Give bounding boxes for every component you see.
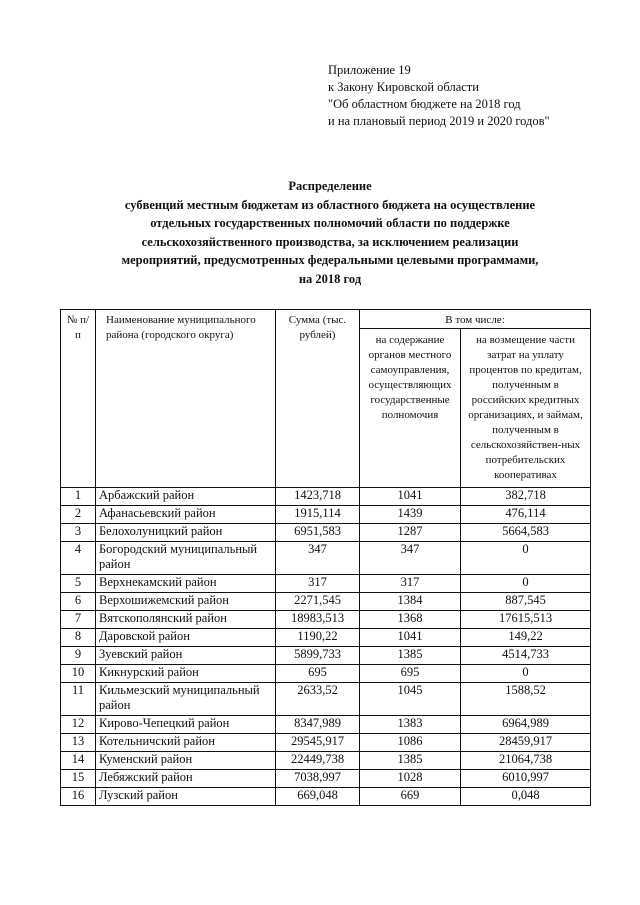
interest-amount-cell: 5664,583 bbox=[461, 524, 591, 542]
admin-amount-cell: 695 bbox=[360, 665, 461, 683]
total-sum-cell: 695 bbox=[276, 665, 360, 683]
total-sum-cell: 669,048 bbox=[276, 788, 360, 806]
row-number-cell: 7 bbox=[61, 611, 96, 629]
table-row bbox=[61, 716, 591, 734]
district-name-cell: Верхнекамский район bbox=[96, 575, 276, 593]
row-number-cell: 5 bbox=[61, 575, 96, 593]
interest-amount-cell: 887,545 bbox=[461, 593, 591, 611]
interest-amount-cell: 21064,738 bbox=[461, 752, 591, 770]
header-including: В том числе: bbox=[360, 310, 591, 329]
total-sum-cell: 8347,989 bbox=[276, 716, 360, 734]
interest-amount-cell: 149,22 bbox=[461, 629, 591, 647]
admin-amount-cell: 1385 bbox=[360, 647, 461, 665]
total-sum-cell: 29545,917 bbox=[276, 734, 360, 752]
row-number-cell: 8 bbox=[61, 629, 96, 647]
admin-amount-cell: 1041 bbox=[360, 488, 461, 506]
title-line: отдельных государственных полномочий области по поддержке bbox=[150, 216, 510, 231]
table-row bbox=[61, 752, 591, 770]
title-line: сельскохозяйственного производства, за исключением реализации bbox=[141, 234, 519, 249]
interest-amount-cell: 382,718 bbox=[461, 488, 591, 506]
total-sum-cell: 7038,997 bbox=[276, 770, 360, 788]
row-number-cell: 15 bbox=[61, 770, 96, 788]
total-sum-cell: 22449,738 bbox=[276, 752, 360, 770]
table-row bbox=[61, 488, 591, 506]
table-row bbox=[61, 665, 591, 683]
admin-amount-cell: 1028 bbox=[360, 770, 461, 788]
row-number-cell: 14 bbox=[61, 752, 96, 770]
header-sum: Сумма (тыс. рублей) bbox=[276, 310, 360, 488]
table-row bbox=[61, 770, 591, 788]
total-sum-cell: 347 bbox=[276, 542, 360, 575]
district-name-cell: Кильмезский муниципальный район bbox=[96, 683, 276, 716]
interest-amount-cell: 6964,989 bbox=[461, 716, 591, 734]
interest-amount-cell: 0 bbox=[461, 575, 591, 593]
table-row bbox=[61, 647, 591, 665]
interest-amount-cell: 28459,917 bbox=[461, 734, 591, 752]
admin-amount-cell: 1287 bbox=[360, 524, 461, 542]
title-line: мероприятий, предусмотренных федеральными целевыми программами, bbox=[121, 253, 539, 268]
appendix-line: к Закону Кировской области bbox=[328, 80, 479, 94]
total-sum-cell: 6951,583 bbox=[276, 524, 360, 542]
header-num: № п/п bbox=[61, 310, 96, 488]
row-number-cell: 16 bbox=[61, 788, 96, 806]
district-name-cell: Зуевский район bbox=[96, 647, 276, 665]
district-name-cell: Кирово-Чепецкий район bbox=[96, 716, 276, 734]
interest-amount-cell: 4514,733 bbox=[461, 647, 591, 665]
row-number-cell: 6 bbox=[61, 593, 96, 611]
appendix-heading bbox=[328, 62, 550, 130]
district-name-cell: Афанасьевский район bbox=[96, 506, 276, 524]
admin-amount-cell: 347 bbox=[360, 542, 461, 575]
table-row bbox=[61, 734, 591, 752]
district-name-cell: Вятскополянский район bbox=[96, 611, 276, 629]
title-line: Распределение bbox=[288, 179, 372, 193]
subvention-table bbox=[60, 309, 591, 806]
table-row bbox=[61, 683, 591, 716]
row-number-cell: 1 bbox=[61, 488, 96, 506]
admin-amount-cell: 669 bbox=[360, 788, 461, 806]
table-row bbox=[61, 575, 591, 593]
row-number-cell: 11 bbox=[61, 683, 96, 716]
table-row bbox=[61, 788, 591, 806]
table-row bbox=[61, 593, 591, 611]
admin-amount-cell: 317 bbox=[360, 575, 461, 593]
appendix-line: "Об областном бюджете на 2018 год bbox=[328, 97, 521, 111]
row-number-cell: 2 bbox=[61, 506, 96, 524]
table-row bbox=[61, 506, 591, 524]
district-name-cell: Даровской район bbox=[96, 629, 276, 647]
total-sum-cell: 18983,513 bbox=[276, 611, 360, 629]
interest-amount-cell: 6010,997 bbox=[461, 770, 591, 788]
row-number-cell: 13 bbox=[61, 734, 96, 752]
total-sum-cell: 5899,733 bbox=[276, 647, 360, 665]
total-sum-cell: 2271,545 bbox=[276, 593, 360, 611]
admin-amount-cell: 1045 bbox=[360, 683, 461, 716]
district-name-cell: Богородский муниципальный район bbox=[96, 542, 276, 575]
total-sum-cell: 1190,22 bbox=[276, 629, 360, 647]
district-name-cell: Белохолуницкий район bbox=[96, 524, 276, 542]
appendix-line: и на плановый период 2019 и 2020 годов" bbox=[328, 114, 550, 128]
table-row bbox=[61, 629, 591, 647]
admin-amount-cell: 1385 bbox=[360, 752, 461, 770]
admin-amount-cell: 1384 bbox=[360, 593, 461, 611]
interest-amount-cell: 1588,52 bbox=[461, 683, 591, 716]
district-name-cell: Арбажский район bbox=[96, 488, 276, 506]
total-sum-cell: 317 bbox=[276, 575, 360, 593]
total-sum-cell: 1423,718 bbox=[276, 488, 360, 506]
interest-amount-cell: 17615,513 bbox=[461, 611, 591, 629]
interest-amount-cell: 0,048 bbox=[461, 788, 591, 806]
admin-amount-cell: 1041 bbox=[360, 629, 461, 647]
admin-amount-cell: 1368 bbox=[360, 611, 461, 629]
table-row bbox=[61, 542, 591, 575]
admin-amount-cell: 1086 bbox=[360, 734, 461, 752]
interest-amount-cell: 476,114 bbox=[461, 506, 591, 524]
appendix-line: Приложение 19 bbox=[328, 63, 411, 77]
row-number-cell: 10 bbox=[61, 665, 96, 683]
interest-amount-cell: 0 bbox=[461, 665, 591, 683]
district-name-cell: Лебяжский район bbox=[96, 770, 276, 788]
header-col-a: на содержание органов местного самоуправления, осуществляющих государственные полномочия bbox=[360, 329, 461, 488]
admin-amount-cell: 1383 bbox=[360, 716, 461, 734]
row-number-cell: 12 bbox=[61, 716, 96, 734]
total-sum-cell: 1915,114 bbox=[276, 506, 360, 524]
interest-amount-cell: 0 bbox=[461, 542, 591, 575]
row-number-cell: 3 bbox=[61, 524, 96, 542]
table-row bbox=[61, 611, 591, 629]
table-row bbox=[61, 524, 591, 542]
document-title bbox=[60, 177, 600, 289]
district-name-cell: Лузский район bbox=[96, 788, 276, 806]
row-number-cell: 9 bbox=[61, 647, 96, 665]
header-col-b: на возмещение части затрат на уплату процентов по кредитам, полученным в российских кредитных организациях, и займам, полученным в сельскохозяйствен-ных потребительских кооперативах bbox=[461, 329, 591, 488]
district-name-cell: Котельничский район bbox=[96, 734, 276, 752]
district-name-cell: Кикнурский район bbox=[96, 665, 276, 683]
title-line: субвенций местным бюджетам из областного бюджета на осуществление bbox=[124, 197, 536, 212]
total-sum-cell: 2633,52 bbox=[276, 683, 360, 716]
admin-amount-cell: 1439 bbox=[360, 506, 461, 524]
district-name-cell: Куменский район bbox=[96, 752, 276, 770]
row-number-cell: 4 bbox=[61, 542, 96, 575]
header-name: Наименование муниципального района (городского округа) bbox=[96, 310, 276, 488]
district-name-cell: Верхошижемский район bbox=[96, 593, 276, 611]
title-line: на 2018 год bbox=[298, 271, 362, 286]
